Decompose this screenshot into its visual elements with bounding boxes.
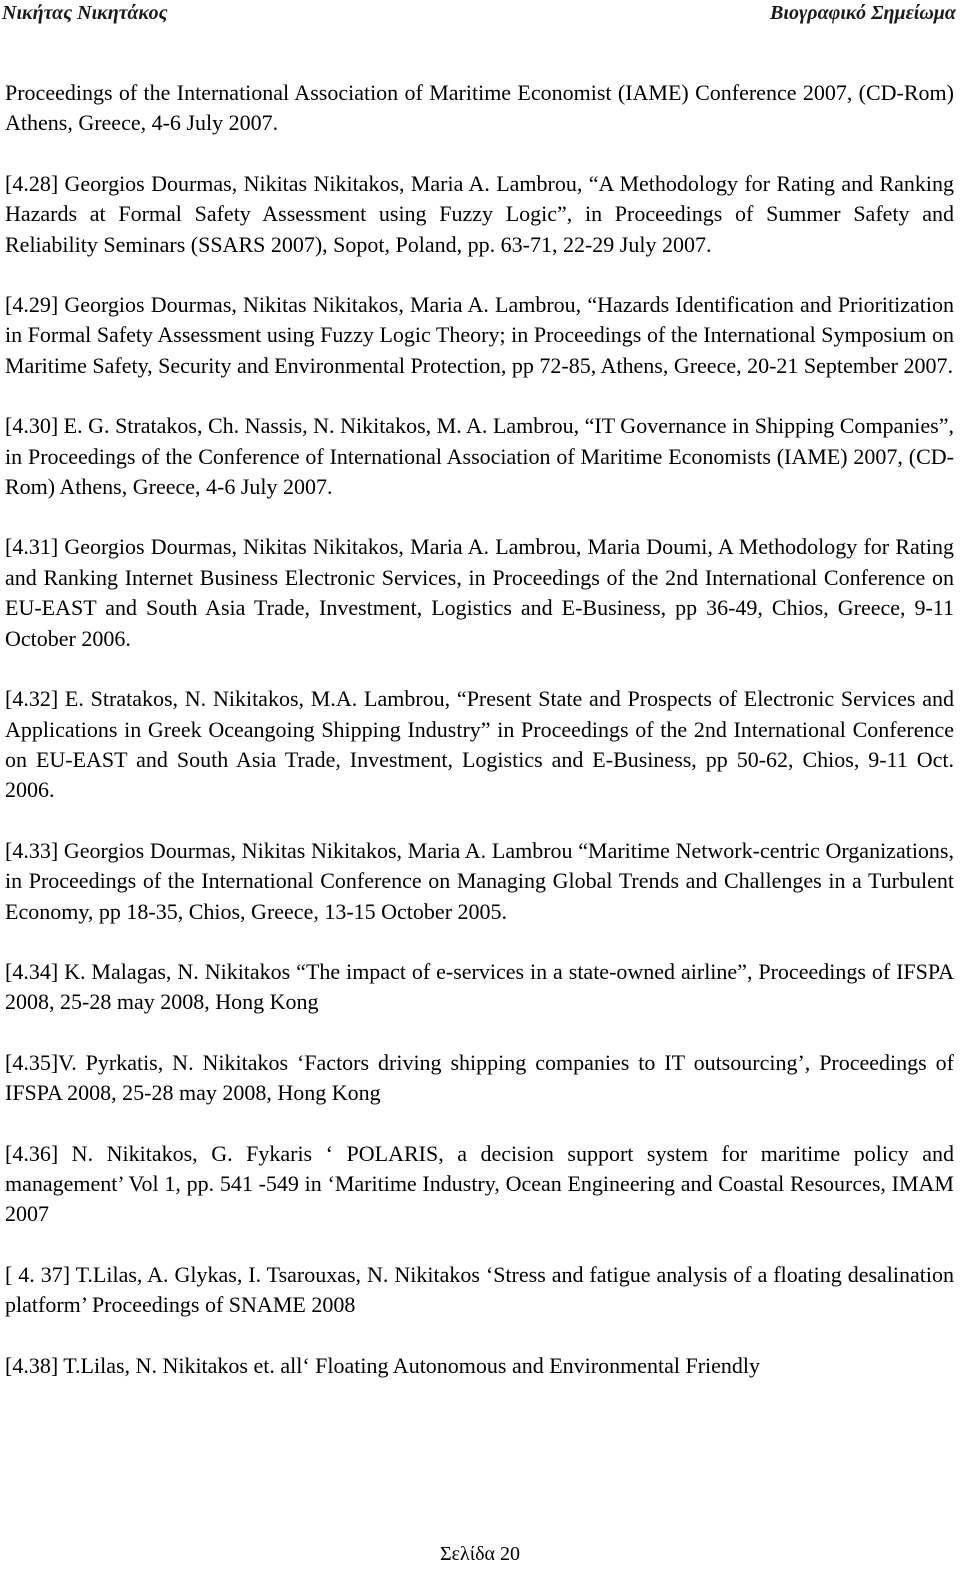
- reference-entry-4-36: [4.36] N. Nikitakos, G. Fykaris ‘ POLARIS, a decision support system for maritime policy and management’ Vol 1, pp. 541 -549 in ‘Maritime Industry, Ocean Engineering and Coastal Resources, IMAM 2007: [5, 1140, 954, 1227]
- reference-entry-continued: Proceedings of the International Association of Maritime Economist (IAME) Conference 2007, (CD-Rom) Athens, Greece, 4-6 July 2007.: [5, 80, 954, 136]
- reference-entry-4-35: [4.35]V. Pyrkatis, N. Nikitakos ‘Factors driving shipping companies to IT outsourcing’, Proceedings of IFSPA 2008, 25-28 may 2008, Hong Kong: [5, 1049, 954, 1106]
- page-number: Σελίδα 20: [439, 1543, 521, 1565]
- page-header: [2, 0, 956, 30]
- reference-entry-4-33: [4.33] Georgios Dourmas, Nikitas Nikitakos, Maria A. Lambrou “Maritime Network-centric Organizations, in Proceedings of the International Conference on Managing Global Trends and Challenges in a Turbulent Economy, pp 18-35, Chios, Greece, 13-15 October 2005.: [5, 837, 954, 924]
- reference-entry-4-37: [ 4. 37] T.Lilas, A. Glykas, I. Tsarouxas, N. Nikitakos ‘Stress and fatigue analysis of a floating desalination platform’ Proceedings of SNAME 2008: [5, 1261, 954, 1318]
- reference-entry-4-32: [4.32] E. Stratakos, N. Nikitakos, M.A. Lambrou, “Present State and Prospects of Electronic Services and Applications in Greek Oceangoing Shipping Industry” in Proceedings of the 2nd International Conference on EU-EAST and South Asia Trade, Investment, Logistics and E-Business, pp 50-62, Chios, 9-11 Oct. 2006.: [5, 686, 954, 803]
- header-document-title: Βιογραφικό Σημείωμα: [770, 2, 956, 24]
- reference-entry-4-29: [4.29] Georgios Dourmas, Nikitas Nikitakos, Maria A. Lambrou, “Hazards Identification and Prioritization in Formal Safety Assessment using Fuzzy Logic Theory; in Proceedings of the International Symposium on Maritime Safety, Security and Environmental Protection, pp 72-85, Athens, Greece, 20-21 September 2007.: [5, 292, 954, 378]
- header-author: Νικήτας Νικητάκος: [2, 2, 168, 24]
- reference-entry-4-28: [4.28] Georgios Dourmas, Nikitas Nikitakos, Maria A. Lambrou, “A Methodology for Rating and Ranking Hazards at Formal Safety Assessment using Fuzzy Logic”, in Proceedings of Summer Safety and Reliability Seminars (SSARS 2007), Sopot, Poland, pp. 63-71, 22-29 July 2007.: [5, 170, 954, 257]
- reference-entry-4-30: [4.30] E. G. Stratakos, Ch. Nassis, N. Nikitakos, M. A. Lambrou, “IT Governance in Shipping Companies”, in Proceedings of the Conference of International Association of Maritime Economists (IAME) 2007, (CD-Rom) Athens, Greece, 4-6 July 2007.: [5, 413, 954, 500]
- reference-entry-4-38: [4.38] T.Lilas, N. Nikitakos et. all‘ Floating Autonomous and Environmental Friendly: [5, 1352, 761, 1378]
- reference-entry-4-34: [4.34] K. Malagas, N. Nikitakos “The impact of e-services in a state-owned airline”, Proceedings of IFSPA 2008, 25-28 may 2008, Hong Kong: [5, 958, 954, 1015]
- reference-entry-4-31: [4.31] Georgios Dourmas, Nikitas Nikitakos, Maria A. Lambrou, Maria Doumi, A Methodology for Rating and Ranking Internet Business Electronic Services, in Proceedings of the 2nd International Conference on EU-EAST and South Asia Trade, Investment, Logistics and E-Business, pp 36-49, Chios, Greece, 9-11 October 2006.: [5, 534, 954, 651]
- reference-list: [5, 78, 954, 1411]
